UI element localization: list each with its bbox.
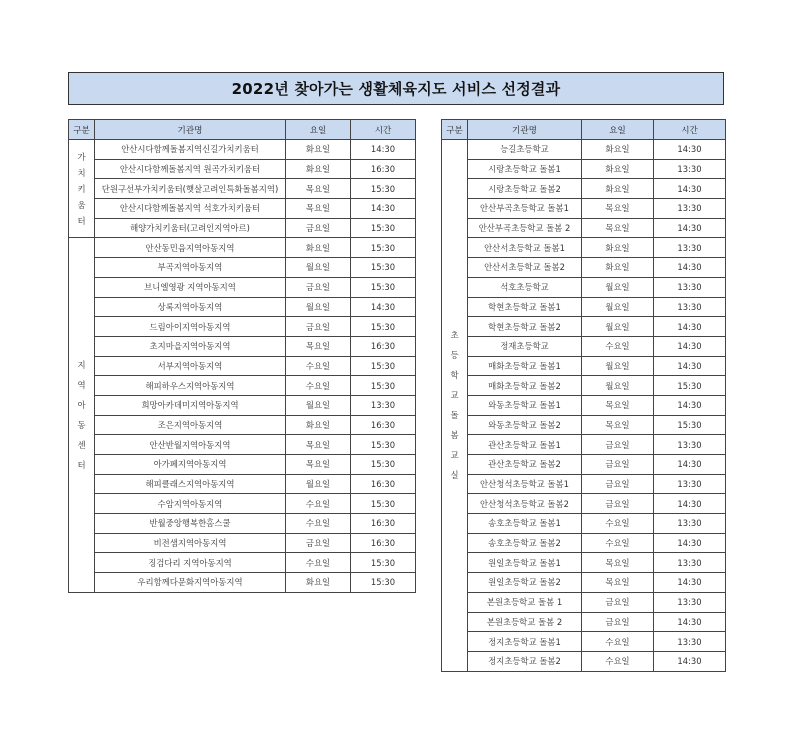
institution-cell: 원일초등학교 돌봄2 — [468, 573, 582, 593]
institution-cell: 아가페지역아동지역 — [95, 455, 286, 475]
table-row — [442, 199, 726, 219]
table-row — [442, 455, 726, 475]
time-cell: 13:30 — [654, 514, 726, 534]
day-cell: 화요일 — [582, 258, 654, 278]
table-row — [69, 455, 416, 475]
time-cell: 13:30 — [654, 632, 726, 652]
institution-cell: 안산부곡초등학교 돌봄1 — [468, 199, 582, 219]
institution-cell: 안산부곡초등학교 돌봄 2 — [468, 218, 582, 238]
time-cell: 14:30 — [654, 317, 726, 337]
institution-cell: 원일초등학교 돌봄1 — [468, 553, 582, 573]
category-cell — [69, 140, 95, 238]
day-cell: 월요일 — [286, 297, 351, 317]
day-cell: 금요일 — [582, 494, 654, 514]
time-cell: 15:30 — [654, 376, 726, 396]
table-row — [442, 395, 726, 415]
time-cell: 13:30 — [654, 592, 726, 612]
day-cell: 수요일 — [286, 356, 351, 376]
day-cell: 월요일 — [582, 297, 654, 317]
time-cell: 13:30 — [654, 277, 726, 297]
institution-cell: 안산청석초등학교 돌봄1 — [468, 474, 582, 494]
table-row — [69, 553, 416, 573]
day-cell: 화요일 — [286, 159, 351, 179]
table-row — [442, 140, 726, 160]
time-cell: 14:30 — [654, 612, 726, 632]
time-cell: 14:30 — [654, 395, 726, 415]
category-label: 가 치 키 움 터 — [77, 151, 86, 226]
institution-cell: 와동초등학교 돌봄2 — [468, 415, 582, 435]
day-cell: 월요일 — [286, 474, 351, 494]
time-cell: 13:30 — [654, 553, 726, 573]
institution-cell: 수암지역아동지역 — [95, 494, 286, 514]
institution-cell: 시랑초등학교 돌봄2 — [468, 179, 582, 199]
header-row — [442, 120, 726, 140]
institution-cell: 안산청석초등학교 돌봄2 — [468, 494, 582, 514]
time-cell: 15:30 — [351, 553, 416, 573]
time-cell: 14:30 — [654, 494, 726, 514]
day-cell: 화요일 — [582, 179, 654, 199]
time-cell: 15:30 — [351, 376, 416, 396]
table-row — [69, 179, 416, 199]
day-cell: 수요일 — [286, 376, 351, 396]
time-cell: 13:30 — [351, 395, 416, 415]
day-cell: 목요일 — [582, 573, 654, 593]
day-cell: 수요일 — [582, 514, 654, 534]
time-cell: 13:30 — [654, 238, 726, 258]
table-row — [69, 159, 416, 179]
table-row — [69, 415, 416, 435]
table-row — [442, 376, 726, 396]
table-row — [442, 238, 726, 258]
day-cell: 목요일 — [582, 415, 654, 435]
institution-cell: 송호초등학교 돌봄1 — [468, 514, 582, 534]
page-title: 2022년 찾아가는 생활체육지도 서비스 선정결과 — [68, 72, 724, 105]
day-cell: 목요일 — [582, 199, 654, 219]
table-row — [442, 612, 726, 632]
day-cell: 목요일 — [582, 218, 654, 238]
day-cell: 목요일 — [582, 395, 654, 415]
day-cell: 월요일 — [582, 277, 654, 297]
table-row — [69, 376, 416, 396]
institution-cell: 부곡지역아동지역 — [95, 258, 286, 278]
institution-cell: 안산서초등학교 돌봄2 — [468, 258, 582, 278]
time-cell: 15:30 — [351, 573, 416, 593]
table-row — [442, 435, 726, 455]
time-cell: 14:30 — [654, 573, 726, 593]
time-cell: 16:30 — [351, 514, 416, 534]
institution-cell: 서부지역아동지역 — [95, 356, 286, 376]
day-cell: 화요일 — [582, 140, 654, 160]
day-cell: 월요일 — [582, 376, 654, 396]
table-row — [442, 317, 726, 337]
day-cell: 금요일 — [582, 612, 654, 632]
time-cell: 13:30 — [654, 297, 726, 317]
institution-cell: 조은지역아동지역 — [95, 415, 286, 435]
institution-cell: 해양가치키움터(고려인지역아르) — [95, 218, 286, 238]
header-time: 시간 — [654, 120, 726, 140]
time-cell: 14:30 — [654, 258, 726, 278]
time-cell: 14:30 — [654, 336, 726, 356]
time-cell: 14:30 — [654, 218, 726, 238]
day-cell: 금요일 — [582, 474, 654, 494]
header-institution: 기관명 — [95, 120, 286, 140]
category-label: 지 역 아 동 센 터 — [77, 360, 86, 471]
table-row — [442, 415, 726, 435]
institution-cell: 정지초등학교 돌봄1 — [468, 632, 582, 652]
day-cell: 목요일 — [286, 179, 351, 199]
table-row — [442, 494, 726, 514]
institution-cell: 안산반월지역아동지역 — [95, 435, 286, 455]
table-row — [69, 258, 416, 278]
day-cell: 금요일 — [582, 435, 654, 455]
institution-cell: 석호초등학교 — [468, 277, 582, 297]
time-cell: 13:30 — [654, 474, 726, 494]
institution-cell: 관산초등학교 돌봄1 — [468, 435, 582, 455]
day-cell: 화요일 — [286, 573, 351, 593]
time-cell: 14:30 — [654, 140, 726, 160]
table-row — [442, 632, 726, 652]
day-cell: 금요일 — [582, 455, 654, 475]
time-cell: 13:30 — [654, 199, 726, 219]
header-time: 시간 — [351, 120, 416, 140]
time-cell: 16:30 — [351, 336, 416, 356]
table-row — [69, 336, 416, 356]
time-cell: 15:30 — [351, 455, 416, 475]
day-cell: 화요일 — [286, 140, 351, 160]
day-cell: 금요일 — [286, 277, 351, 297]
table-row — [69, 140, 416, 160]
time-cell: 15:30 — [351, 218, 416, 238]
table-row — [69, 435, 416, 455]
day-cell: 수요일 — [582, 336, 654, 356]
time-cell: 13:30 — [654, 435, 726, 455]
institution-cell: 해피하우스지역아동지역 — [95, 376, 286, 396]
table-row — [442, 573, 726, 593]
day-cell: 월요일 — [286, 395, 351, 415]
time-cell: 14:30 — [654, 651, 726, 671]
institution-cell: 시랑초등학교 돌봄1 — [468, 159, 582, 179]
header-row — [69, 120, 416, 140]
institution-cell: 본원초등학교 돌봄 1 — [468, 592, 582, 612]
institution-cell: 학현초등학교 돌봄1 — [468, 297, 582, 317]
day-cell: 목요일 — [286, 199, 351, 219]
header-day: 요일 — [582, 120, 654, 140]
institution-cell: 단원구선부가치키움터(햇살고려인특화돌봄지역) — [95, 179, 286, 199]
time-cell: 13:30 — [654, 159, 726, 179]
table-row — [69, 277, 416, 297]
table-row — [442, 336, 726, 356]
time-cell: 14:30 — [351, 297, 416, 317]
right-schedule-table — [441, 119, 726, 672]
time-cell: 15:30 — [654, 415, 726, 435]
institution-cell: 해피클래스지역아동지역 — [95, 474, 286, 494]
institution-cell: 안산시다함께돌봄지역신길가치키움터 — [95, 140, 286, 160]
day-cell: 금요일 — [286, 317, 351, 337]
time-cell: 15:30 — [351, 238, 416, 258]
table-row — [442, 218, 726, 238]
institution-cell: 능길초등학교 — [468, 140, 582, 160]
institution-cell: 관산초등학교 돌봄2 — [468, 455, 582, 475]
day-cell: 목요일 — [582, 553, 654, 573]
right-table-body — [442, 140, 726, 672]
day-cell: 수요일 — [582, 533, 654, 553]
time-cell: 14:30 — [654, 533, 726, 553]
institution-cell: 상록지역아동지역 — [95, 297, 286, 317]
institution-cell: 와동초등학교 돌봄1 — [468, 395, 582, 415]
table-row — [442, 651, 726, 671]
institution-cell: 안산시다함께돌봄지역 석호가치키움터 — [95, 199, 286, 219]
institution-cell: 희망아카데미지역아동지역 — [95, 395, 286, 415]
table-row — [442, 179, 726, 199]
table-row — [69, 356, 416, 376]
institution-cell: 우리함께다문화지역아동지역 — [95, 573, 286, 593]
table-row — [69, 573, 416, 593]
table-row — [69, 533, 416, 553]
time-cell: 14:30 — [351, 199, 416, 219]
table-row — [69, 514, 416, 534]
day-cell: 월요일 — [582, 317, 654, 337]
institution-cell: 초지마을지역아동지역 — [95, 336, 286, 356]
time-cell: 15:30 — [351, 317, 416, 337]
day-cell: 수요일 — [286, 494, 351, 514]
institution-cell: 학현초등학교 돌봄2 — [468, 317, 582, 337]
table-row — [69, 494, 416, 514]
day-cell: 화요일 — [286, 238, 351, 258]
institution-cell: 정재초등학교 — [468, 336, 582, 356]
day-cell: 월요일 — [582, 356, 654, 376]
table-row — [442, 514, 726, 534]
day-cell: 금요일 — [286, 533, 351, 553]
table-row — [442, 592, 726, 612]
institution-cell: 안산서초등학교 돌봄1 — [468, 238, 582, 258]
day-cell: 수요일 — [582, 651, 654, 671]
table-row — [69, 199, 416, 219]
category-cell — [442, 140, 468, 672]
day-cell: 화요일 — [286, 415, 351, 435]
table-row — [69, 317, 416, 337]
institution-cell: 본원초등학교 돌봄 2 — [468, 612, 582, 632]
category-label: 초 등 학 교 돌 봄 교 실 — [450, 330, 459, 481]
day-cell: 수요일 — [582, 632, 654, 652]
table-row — [69, 474, 416, 494]
day-cell: 월요일 — [286, 258, 351, 278]
institution-cell: 송호초등학교 돌봄2 — [468, 533, 582, 553]
table-row — [69, 297, 416, 317]
time-cell: 14:30 — [654, 356, 726, 376]
day-cell: 금요일 — [582, 592, 654, 612]
time-cell: 16:30 — [351, 474, 416, 494]
time-cell: 14:30 — [351, 140, 416, 160]
time-cell: 15:30 — [351, 277, 416, 297]
time-cell: 14:30 — [654, 455, 726, 475]
left-schedule-table — [68, 119, 416, 593]
time-cell: 15:30 — [351, 179, 416, 199]
table-row — [69, 218, 416, 238]
institution-cell: 드림아이지역아동지역 — [95, 317, 286, 337]
table-row — [442, 356, 726, 376]
table-row — [442, 159, 726, 179]
institution-cell: 징검다리 지역아동지역 — [95, 553, 286, 573]
institution-cell: 안산시다함께돌봄지역 원곡가치키움터 — [95, 159, 286, 179]
table-row — [442, 258, 726, 278]
time-cell: 15:30 — [351, 356, 416, 376]
time-cell: 15:30 — [351, 494, 416, 514]
institution-cell: 비전샘지역아동지역 — [95, 533, 286, 553]
category-cell — [69, 238, 95, 592]
table-row — [442, 533, 726, 553]
day-cell: 수요일 — [286, 553, 351, 573]
institution-cell: 정지초등학교 돌봄2 — [468, 651, 582, 671]
institution-cell: 반월중앙행복한홈스쿨 — [95, 514, 286, 534]
table-row — [442, 474, 726, 494]
day-cell: 목요일 — [286, 455, 351, 475]
header-institution: 기관명 — [468, 120, 582, 140]
left-table-body — [69, 140, 416, 593]
table-row — [69, 238, 416, 258]
day-cell: 화요일 — [582, 159, 654, 179]
time-cell: 16:30 — [351, 415, 416, 435]
header-category: 구분 — [442, 120, 468, 140]
day-cell: 금요일 — [286, 218, 351, 238]
institution-cell: 브니엘영광 지역아동지역 — [95, 277, 286, 297]
institution-cell: 매화초등학교 돌봄1 — [468, 356, 582, 376]
time-cell: 16:30 — [351, 159, 416, 179]
header-category: 구분 — [69, 120, 95, 140]
time-cell: 15:30 — [351, 435, 416, 455]
table-row — [69, 395, 416, 415]
time-cell: 16:30 — [351, 533, 416, 553]
day-cell: 목요일 — [286, 435, 351, 455]
institution-cell: 안산동민음지역아동지역 — [95, 238, 286, 258]
day-cell: 목요일 — [286, 336, 351, 356]
table-row — [442, 553, 726, 573]
table-row — [442, 277, 726, 297]
day-cell: 수요일 — [286, 514, 351, 534]
time-cell: 14:30 — [654, 179, 726, 199]
header-day: 요일 — [286, 120, 351, 140]
institution-cell: 매화초등학교 돌봄2 — [468, 376, 582, 396]
time-cell: 15:30 — [351, 258, 416, 278]
day-cell: 화요일 — [582, 238, 654, 258]
table-row — [442, 297, 726, 317]
